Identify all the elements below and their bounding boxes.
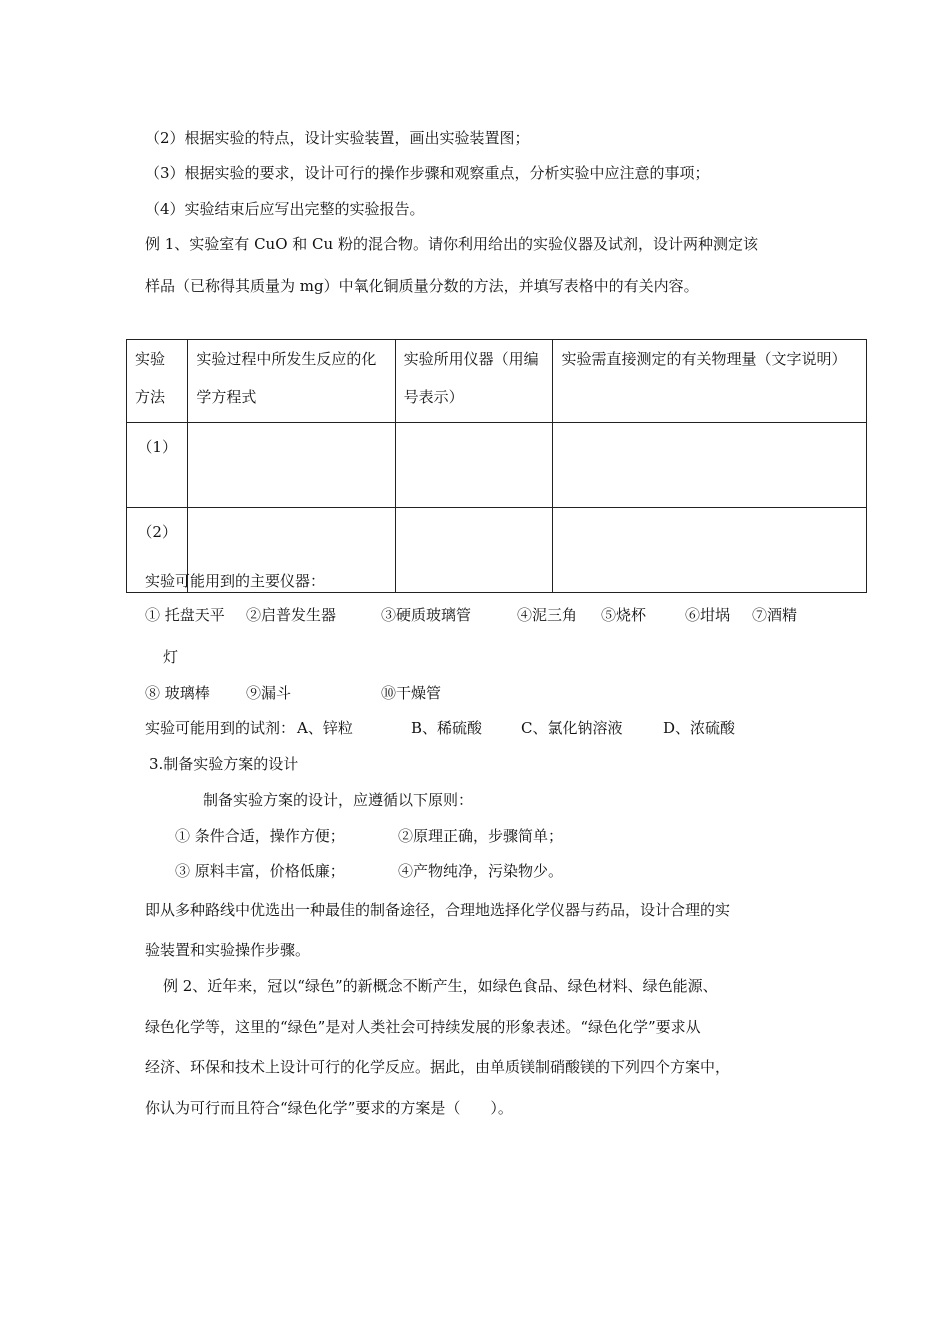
instrument-5: ⑤烧杯 — [601, 606, 647, 624]
step-2: （2）根据实验的特点，设计实验装置，画出实验装置图； — [145, 129, 530, 147]
table-row — [127, 423, 867, 508]
principle-3: ③ 原料丰富，价格低廉； — [175, 862, 345, 880]
table-cell[interactable] — [553, 423, 867, 508]
step-3: （3）根据实验的要求，设计可行的操作步骤和观察重点，分析实验中应注意的事项； — [145, 164, 710, 182]
table-cell[interactable] — [395, 423, 553, 508]
section3-summary-1: 即从多种路线中优选出一种最佳的制备途径，合理地选择化学仪器与药品，设计合理的实 — [145, 901, 731, 919]
example2-line4: 你认为可行而且符合“绿色化学”要求的方案是（ ）。 — [145, 1099, 513, 1117]
header-equation: 实验过程中所发生反应的化学方程式 — [188, 340, 395, 423]
header-quantities: 实验需直接测定的有关物理量（文字说明） — [553, 340, 867, 423]
principle-2: ②原理正确，步骤简单； — [398, 827, 564, 845]
header-instruments: 实验所用仪器（用编号表示） — [395, 340, 553, 423]
section3-summary-2: 验装置和实验操作步骤。 — [145, 941, 311, 959]
example2-line1: 例 2、近年来，冠以“绿色”的新概念不断产生，如绿色食品、绿色材料、绿色能源、 — [163, 977, 718, 995]
section3-title: 3.制备实验方案的设计 — [149, 755, 299, 773]
reagent-a: A、锌粒 — [297, 719, 353, 737]
example1-line1: 例 1、实验室有 CuO 和 Cu 粉的混合物。请你利用给出的实验仪器及试剂，设计两种测定该 — [145, 235, 758, 253]
instrument-1: ① 托盘天平 — [145, 606, 225, 624]
table-header-row — [127, 340, 867, 423]
table-cell[interactable] — [395, 508, 553, 593]
example1-line2: 样品（已称得其质量为 mg）中氧化铜质量分数的方法，并填写表格中的有关内容。 — [145, 277, 699, 295]
instruments-title: 实验可能用到的主要仪器： — [145, 572, 326, 590]
instrument-8: ⑧ 玻璃棒 — [145, 684, 210, 702]
section3-intro: 制备实验方案的设计，应遵循以下原则： — [203, 791, 474, 809]
table-cell[interactable] — [553, 508, 867, 593]
reagent-b: B、稀硫酸 — [411, 719, 483, 737]
instrument-10: ⑩干燥管 — [381, 684, 442, 702]
example2-line3: 经济、环保和技术上设计可行的化学反应。据此，由单质镁制硝酸镁的下列四个方案中， — [145, 1058, 731, 1076]
instrument-6: ⑥坩埚 — [685, 606, 731, 624]
principle-1: ① 条件合适，操作方便； — [175, 827, 345, 845]
reagents-title: 实验可能用到的试剂： — [145, 719, 296, 737]
instrument-3: ③硬质玻璃管 — [381, 606, 472, 624]
experiment-table — [126, 339, 867, 593]
instrument-2: ②启普发生器 — [246, 606, 337, 624]
instrument-7-wrap: 灯 — [163, 648, 179, 666]
row-label: （1） — [127, 423, 188, 508]
reagent-d: D、浓硫酸 — [663, 719, 736, 737]
step-4: （4）实验结束后应写出完整的实验报告。 — [145, 200, 425, 218]
example2-line2: 绿色化学等，这里的“绿色”是对人类社会可持续发展的形象表述。“绿色化学”要求从 — [145, 1018, 701, 1036]
instrument-4: ④泥三角 — [517, 606, 578, 624]
row-label: （2） — [127, 508, 188, 593]
instrument-9: ⑨漏斗 — [246, 684, 292, 702]
table-cell[interactable] — [188, 423, 395, 508]
principle-4: ④产物纯净，污染物少。 — [398, 862, 564, 880]
instrument-7: ⑦酒精 — [752, 606, 798, 624]
reagent-c: C、氯化钠溶液 — [521, 719, 623, 737]
header-method: 实验方法 — [127, 340, 188, 423]
